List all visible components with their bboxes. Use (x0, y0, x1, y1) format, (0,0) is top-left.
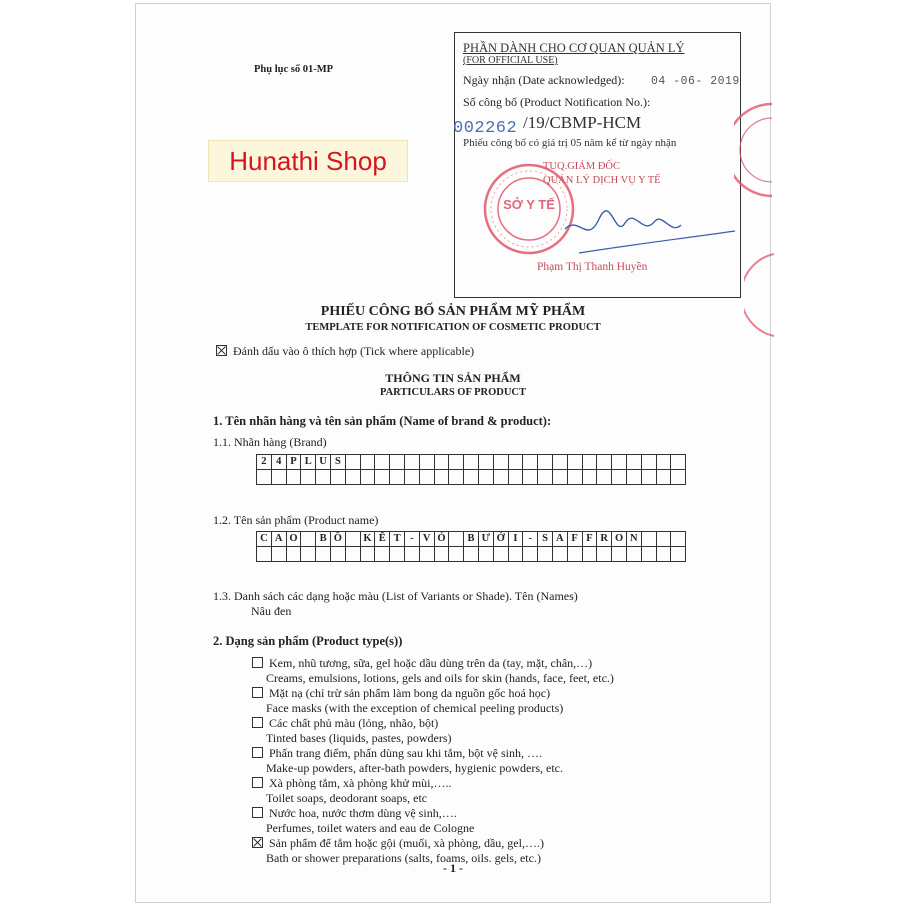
letter-cell (390, 547, 405, 562)
letter-cell (538, 470, 553, 485)
product-type-item (252, 656, 614, 686)
letter-cell (671, 547, 686, 562)
variants-value: Nâu đen (251, 604, 292, 618)
letter-cell: S (330, 455, 345, 470)
tick-instruction (216, 344, 474, 359)
letter-cell (316, 547, 331, 562)
signer-name: Phạm Thị Thanh Huyền (537, 261, 648, 273)
letter-cell: O (612, 532, 627, 547)
letter-cell: K (360, 532, 375, 547)
official-subtitle: (FOR OFFICIAL USE) (463, 55, 558, 66)
letter-cell: - (523, 532, 538, 547)
letter-cell: Ồ (330, 532, 345, 547)
product-type-vn (252, 716, 614, 731)
letter-cell: T (390, 532, 405, 547)
letter-cell (464, 547, 479, 562)
date-acknowledged-label: Ngày nhận (Date acknowledged): (463, 73, 625, 87)
letter-cell (360, 547, 375, 562)
letter-cell (493, 455, 508, 470)
edge-seal-stamp (734, 100, 774, 200)
letter-cell (508, 455, 523, 470)
product-type-vn (252, 836, 614, 851)
letter-cell (612, 547, 627, 562)
letter-cell (508, 547, 523, 562)
letter-cell (301, 470, 316, 485)
letter-cell (656, 470, 671, 485)
letter-cell (641, 547, 656, 562)
product-type-en: Perfumes, toilet waters and eau de Cologne (266, 821, 475, 835)
product-type-en: Face masks (with the exception of chemical peeling products) (266, 701, 564, 715)
letter-cell (671, 470, 686, 485)
letter-cell (552, 547, 567, 562)
letter-cell (360, 455, 375, 470)
letter-cell (301, 547, 316, 562)
product-name-label: 1.2. Tên sản phẩm (Product name) (213, 513, 379, 527)
letter-cell (612, 455, 627, 470)
checked-box-icon[interactable] (252, 837, 263, 848)
letter-cell (286, 547, 301, 562)
checkbox-icon[interactable] (252, 777, 263, 788)
letter-cell (301, 532, 316, 547)
product-type-vn (252, 806, 614, 821)
question-2-heading: 2. Dạng sản phẩm (Product type(s)) (213, 634, 403, 648)
letter-cell (597, 470, 612, 485)
letter-cell (449, 547, 464, 562)
product-type-vn (252, 776, 614, 791)
letter-cell: O (286, 532, 301, 547)
letter-cell: F (567, 532, 582, 547)
letter-cell (404, 547, 419, 562)
letter-cell (478, 470, 493, 485)
letter-cell: Ế (375, 532, 390, 547)
product-type-vn-text: Kem, nhũ tương, sữa, gel hoặc dầu dùng trên da (tay, mặt, chân,…) (269, 656, 593, 670)
letter-cell (567, 547, 582, 562)
page-number: - 1 - (443, 861, 463, 875)
notification-number-stamp: 002262 (453, 119, 518, 138)
letter-cell (626, 470, 641, 485)
letter-cell (390, 455, 405, 470)
product-type-item (252, 686, 614, 716)
product-type-en: Toilet soaps, deodorant soaps, etc (266, 791, 428, 805)
checkbox-icon[interactable] (252, 807, 263, 818)
letter-cell: F (582, 532, 597, 547)
product-type-en: Creams, emulsions, lotions, gels and oils for skin (hands, face, feet, etc.) (266, 671, 614, 685)
variants-label: 1.3. Danh sách các dạng hoặc màu (List of Variants or Shade). Tên (Names) (213, 589, 578, 603)
letter-cell: R (597, 532, 612, 547)
letter-cell (641, 532, 656, 547)
letter-cell (345, 455, 360, 470)
letter-cell (582, 455, 597, 470)
brand-letter-grid (256, 454, 686, 485)
letter-cell (567, 470, 582, 485)
letter-cell: 4 (271, 455, 286, 470)
section-title-en: PARTICULARS OF PRODUCT (379, 387, 527, 398)
letter-cell (345, 470, 360, 485)
letter-cell (612, 470, 627, 485)
product-type-vn (252, 656, 614, 671)
letter-cell (493, 470, 508, 485)
product-type-item (252, 716, 614, 746)
letter-cell (567, 455, 582, 470)
letter-cell (508, 470, 523, 485)
director-title: TUQ.GIÁM ĐỐC (543, 161, 620, 172)
letter-cell: - (404, 532, 419, 547)
letter-cell (656, 455, 671, 470)
letter-cell (286, 470, 301, 485)
checkbox-icon[interactable] (252, 687, 263, 698)
product-type-en: Tinted bases (liquids, pastes, powders) (266, 731, 452, 745)
letter-cell (464, 470, 479, 485)
form-title-en: TEMPLATE FOR NOTIFICATION OF COSMETIC PRODUCT (305, 322, 601, 333)
letter-cell (597, 547, 612, 562)
shop-watermark-label: Hunathi Shop (208, 140, 408, 182)
product-type-item (252, 776, 614, 806)
checkbox-icon[interactable] (252, 747, 263, 758)
letter-cell (493, 547, 508, 562)
letter-cell (390, 470, 405, 485)
letter-cell: L (301, 455, 316, 470)
product-type-en: Bath or shower preparations (salts, foams, oils. gels, etc.) (266, 851, 541, 865)
letter-cell (404, 470, 419, 485)
letter-cell (449, 455, 464, 470)
letter-cell (434, 455, 449, 470)
letter-cell (375, 455, 390, 470)
product-type-vn-text: Mặt nạ (chỉ trừ sản phẩm làm bong da nguồn gốc hoá học) (269, 686, 551, 700)
letter-cell: Ở (493, 532, 508, 547)
product-type-en: Make-up powders, after-bath powders, hygienic powders, etc. (266, 761, 563, 775)
letter-cell (656, 532, 671, 547)
letter-cell (478, 547, 493, 562)
letter-cell: A (271, 532, 286, 547)
letter-cell (330, 470, 345, 485)
letter-cell (419, 547, 434, 562)
product-type-item (252, 746, 614, 776)
notification-number-suffix: /19/CBMP-HCM (523, 113, 642, 132)
letter-cell (345, 532, 360, 547)
letter-cell: B (316, 532, 331, 547)
letter-cell (523, 547, 538, 562)
letter-cell (671, 532, 686, 547)
letter-cell (582, 470, 597, 485)
letter-cell (671, 455, 686, 470)
letter-cell (552, 470, 567, 485)
letter-cell (597, 455, 612, 470)
validity-note: Phiếu công bố có giá trị 05 năm kể từ ngày nhận (463, 137, 677, 149)
letter-cell (434, 547, 449, 562)
official-use-box (454, 32, 741, 298)
letter-cell (641, 455, 656, 470)
signature (559, 195, 739, 255)
product-type-list (252, 656, 614, 866)
letter-cell (582, 547, 597, 562)
letter-cell (360, 470, 375, 485)
letter-cell (449, 470, 464, 485)
notification-number-label: Số công bố (Product Notification No.): (463, 95, 651, 109)
letter-cell (523, 455, 538, 470)
product-type-vn-text: Nước hoa, nước thơm dùng vệ sinh,…. (269, 806, 457, 820)
product-type-vn (252, 746, 614, 761)
letter-cell: P (286, 455, 301, 470)
letter-cell: B (464, 532, 479, 547)
checkbox-icon[interactable] (252, 657, 263, 668)
letter-cell: Ỏ (434, 532, 449, 547)
letter-cell (271, 470, 286, 485)
product-type-vn-text: Xà phòng tắm, xà phòng khử mùi,….. (269, 776, 452, 790)
annex-label: Phụ lục số 01-MP (254, 64, 334, 75)
letter-cell (419, 470, 434, 485)
brand-label: 1.1. Nhãn hàng (Brand) (213, 435, 327, 449)
letter-cell: C (257, 532, 272, 547)
letter-cell: V (419, 532, 434, 547)
product-type-vn-text: Phấn trang điểm, phấn dùng sau khi tắm, bột vệ sinh, …. (269, 746, 542, 760)
letter-cell (375, 547, 390, 562)
department-name: QUẢN LÝ DỊCH VỤ Y TẾ (543, 175, 661, 186)
letter-cell: A (552, 532, 567, 547)
letter-cell (316, 470, 331, 485)
letter-cell (271, 547, 286, 562)
letter-cell (656, 547, 671, 562)
product-type-vn (252, 686, 614, 701)
letter-cell (478, 455, 493, 470)
letter-cell (404, 455, 419, 470)
tick-instruction-text: Đánh dấu vào ô thích hợp (Tick where applicable) (233, 344, 475, 358)
letter-cell (538, 455, 553, 470)
letter-cell (330, 547, 345, 562)
letter-cell: 2 (257, 455, 272, 470)
letter-cell (257, 547, 272, 562)
letter-cell (434, 470, 449, 485)
letter-cell (345, 547, 360, 562)
document-page (135, 3, 771, 903)
product-name-letter-grid (256, 531, 686, 562)
letter-cell (641, 470, 656, 485)
question-1-heading: 1. Tên nhãn hàng và tên sản phẩm (Name of brand & product): (213, 414, 552, 428)
date-acknowledged-value: 04 -06- 2019 (651, 75, 740, 88)
letter-cell (626, 455, 641, 470)
product-type-item (252, 806, 614, 836)
letter-cell (375, 470, 390, 485)
letter-cell (626, 547, 641, 562)
section-title-vn: THÔNG TIN SẢN PHẨM (385, 371, 521, 385)
seal-text: SỞ Y TẾ (503, 197, 555, 212)
letter-cell (552, 455, 567, 470)
official-title: PHẦN DÀNH CHO CƠ QUAN QUẢN LÝ (463, 41, 685, 55)
checkbox-icon[interactable] (252, 717, 263, 728)
letter-cell (523, 470, 538, 485)
letter-cell (464, 455, 479, 470)
product-type-vn-text: Các chất phủ màu (lỏng, nhão, bột) (269, 716, 439, 730)
letter-cell (538, 547, 553, 562)
letter-cell: S (538, 532, 553, 547)
letter-cell: Ư (478, 532, 493, 547)
letter-cell (449, 532, 464, 547)
product-type-vn-text: Sản phẩm để tắm hoặc gội (muối, xà phòng, dầu, gel,….) (269, 836, 544, 850)
letter-cell (419, 455, 434, 470)
letter-cell: U (316, 455, 331, 470)
form-title-vn: PHIẾU CÔNG BỐ SẢN PHẨM MỸ PHẨM (320, 304, 586, 319)
checked-box-icon (216, 345, 227, 356)
letter-cell: I (508, 532, 523, 547)
letter-cell (257, 470, 272, 485)
letter-cell: N (626, 532, 641, 547)
